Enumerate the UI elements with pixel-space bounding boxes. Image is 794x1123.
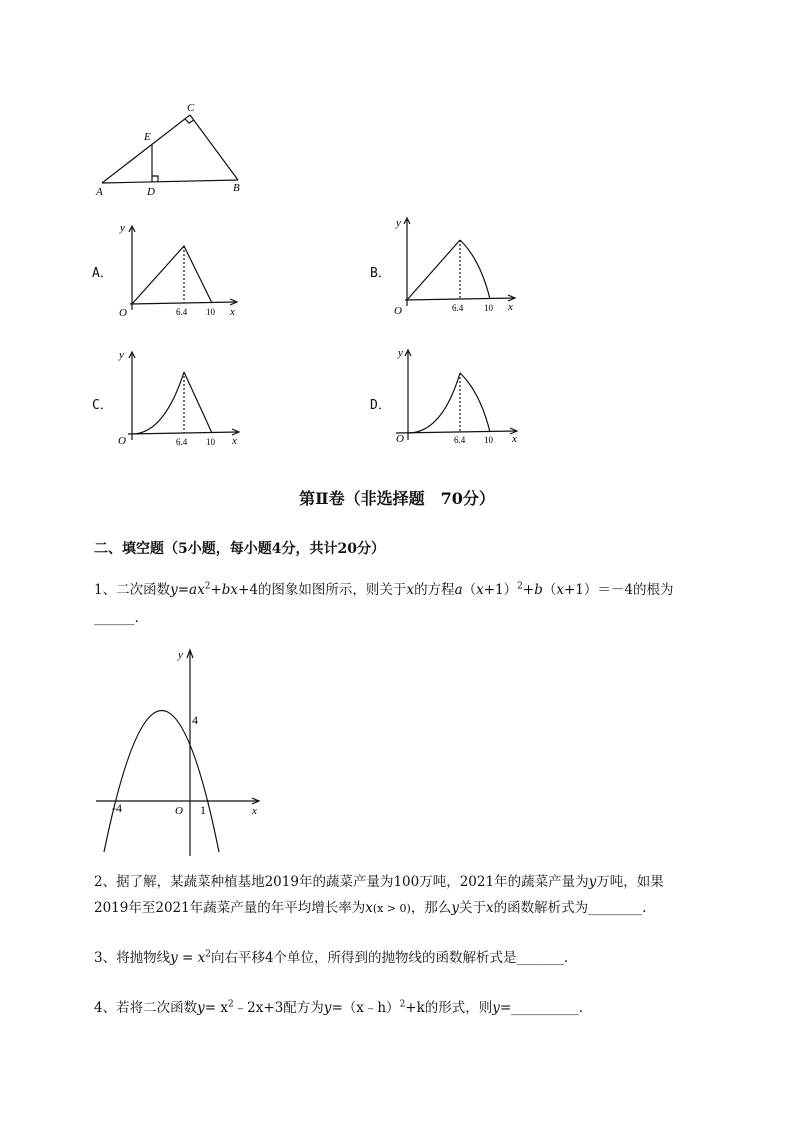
question-3: 3、将抛物线$y = x^2$向右平移4个单位，所得到的抛物线的函数解析式是_______. xyxy=(94,949,569,966)
svg-text:6.4: 6.4 xyxy=(176,437,188,447)
option-a-graph[interactable] xyxy=(114,218,244,320)
svg-text:O: O xyxy=(118,435,126,447)
svg-text:4: 4 xyxy=(192,713,198,727)
svg-text:6.4: 6.4 xyxy=(176,307,188,317)
option-d-label[interactable]: D． xyxy=(370,398,391,413)
option-b-label[interactable]: B． xyxy=(370,266,391,281)
vertex-a-label: A xyxy=(96,186,103,198)
svg-text:6.4: 6.4 xyxy=(452,303,464,313)
option-c-graph[interactable] xyxy=(114,346,244,448)
svg-text:6.4: 6.4 xyxy=(454,435,466,445)
question-1-blank[interactable]: ______. xyxy=(94,610,139,626)
svg-text:1: 1 xyxy=(200,803,206,817)
question-3-blank[interactable]: _______. xyxy=(516,950,569,966)
triangle-figure xyxy=(90,98,260,203)
question-4-blank[interactable]: __________. xyxy=(511,1000,584,1016)
option-b-graph[interactable] xyxy=(390,214,520,316)
svg-text:10: 10 xyxy=(484,435,493,445)
svg-text:O: O xyxy=(394,305,402,316)
svg-text:y: y xyxy=(398,347,403,359)
question-2-line-2: 2019年至2021年蔬菜产量的年平均增长率为x(x > 0)，那么y关于x的函数解析式为________. xyxy=(94,900,647,916)
svg-text:y: y xyxy=(119,349,124,361)
svg-text:O: O xyxy=(396,433,404,445)
svg-text:10: 10 xyxy=(206,307,215,317)
svg-text:y: y xyxy=(120,222,125,234)
svg-text:x: x xyxy=(508,301,513,313)
question-1: 1、二次函数$y=ax^2+bx+4$的图象如图所示，则关于x的方程$a(x+1)^2+b(x+1)=-4$的根为 xyxy=(94,581,674,598)
svg-text:x: x xyxy=(232,435,237,447)
section-heading: 二、填空题（5小题，每小题4分，共计20分） xyxy=(94,541,385,557)
option-d-graph[interactable] xyxy=(390,344,525,446)
svg-text:x: x xyxy=(512,433,517,445)
svg-text:10: 10 xyxy=(206,437,215,447)
parabola-figure xyxy=(94,644,269,856)
question-4: 4、若将二次函数$y= x^2﹣2x+3$配方为y=（x﹣h）$^2$+k的形式，则y=__________. xyxy=(94,999,584,1016)
point-e-label: E xyxy=(144,131,151,143)
svg-text:x: x xyxy=(252,805,257,817)
point-d-label: D xyxy=(147,186,155,198)
svg-text:x: x xyxy=(230,306,235,318)
svg-text:O: O xyxy=(175,805,183,817)
svg-text:10: 10 xyxy=(484,303,493,313)
section-title: 第Ⅱ卷（非选择题 70分） xyxy=(299,489,495,508)
option-c-label[interactable]: C． xyxy=(92,398,113,413)
svg-text:y: y xyxy=(178,649,183,661)
option-a-label[interactable]: A． xyxy=(92,266,113,281)
svg-text:-4: -4 xyxy=(112,801,122,815)
vertex-b-label: B xyxy=(233,182,240,194)
question-2-blank[interactable]: ________. xyxy=(588,900,647,916)
vertex-c-label: C xyxy=(187,102,195,114)
svg-text:y: y xyxy=(396,217,401,229)
question-2-line-1: 2、据了解，某蔬菜种植基地2019年的蔬菜产量为100万吨，2021年的蔬菜产量为y万吨，如果 xyxy=(94,874,664,890)
svg-text:O: O xyxy=(119,307,127,319)
